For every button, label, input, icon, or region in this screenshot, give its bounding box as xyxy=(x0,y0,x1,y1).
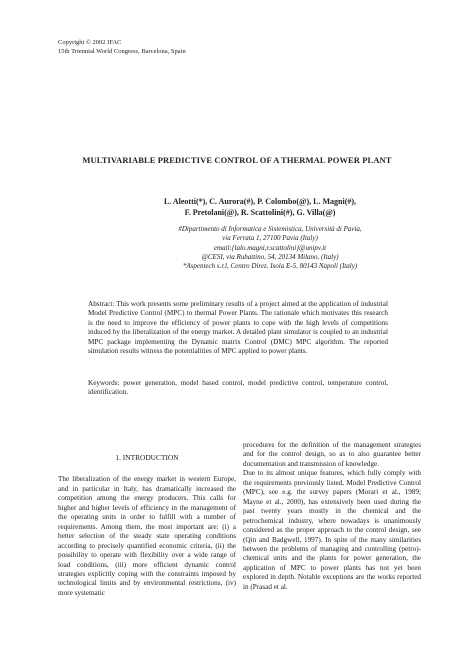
author-list xyxy=(150,196,370,218)
affiliations xyxy=(150,225,390,271)
paper-title: MULTIVARIABLE PREDICTIVE CONTROL OF A THERMAL POWER PLANT xyxy=(82,155,392,165)
keywords: Keywords: power generation, model based control, model predictive control, temperature control, identification. xyxy=(88,379,388,397)
intro-paragraph: The liberalization of the energy market in western Europe, and in particular in Italy, has dramatically increased the competition among the energy producers. This calls for higher and higher levels of efficiency in the management of the operating units in order to fulfill with a number of requirements. Among them, the most important are: (i) a better selection of the steady state operating conditions according to precisely quantified economic criteria, (ii) the possibility to operate with flexibility over a wide range of load conditions, (iii) more efficient dynamic control strategies explicitly coping with the constraints imposed by technological limits and by environmental restrictions, (iv) more systematic xyxy=(58,475,236,597)
affiliation-line: @CESI, via Rubattino, 54, 20134 Milano, (Italy) xyxy=(201,252,339,261)
affiliation-email: email:{lalo.magni,r.scattolini}@unipv.it xyxy=(213,243,327,252)
copyright-line: Copyright © 2002 IFAC xyxy=(58,39,122,46)
authors-line-2: F. Pretolani(@), R. Scattolini(#), G. Villa(@) xyxy=(184,208,336,217)
intro-paragraph-continued: procedures for the definition of the management strategies and for the control design, so as to also guarantee better documentation and transmission of knowledge. xyxy=(243,441,421,468)
authors-line-1: L. Aleotti(*), C. Aurora(#), P. Colombo(@), L. Magni(#), xyxy=(163,197,357,206)
affiliation-line: *Aspentech s.r.l, Centro Direz. Isola E-5, 80143 Napoli (Italy) xyxy=(182,262,358,271)
mpc-paragraph: Due to its almost unique features, which fully comply with the requirements previously listed, Model Predictive Control (MPC), see e.g. the survey papers (Morari et al., 1989; Mayne et al., 2000), has extensively been used during the past twenty years mostly in the chemical and the petrochemical industry, where nowadays is unanimously considered as the proper approach to the control design, see (Qin and Badgwell, 1997). In spite of the many similarities between the problems of managing and controlling (petro)-chemical units and the plants for power generation, the application of MPC to power plants has not yet been explored in depth. Notable exceptions are the works reported in (Prasad et al. xyxy=(243,469,421,591)
affiliation-line: #Dipartimento di Informatica e Sistemistica, Università di Pavia, xyxy=(178,225,362,233)
abstract: Abstract: This work presents some preliminary results of a project aimed at the application of industrial Model Predictive Control (MPC) to thermal Power Plants. The rationale which motivates this research is the need to improve the efficiency of power plants to cope with the high levels of competitions induced by the liberalization of the energy market. A detailed plant simulator is coupled to an industrial MPC package implementing the Dynamic matrix Control (DMC) MPC algorithm. The reported simulation results witness the potentialities of MPC applied to power plants. xyxy=(88,300,388,356)
affiliation-line: via Ferrata 1, 27100 Pavia (Italy) xyxy=(222,234,318,243)
right-column xyxy=(243,441,421,592)
left-column xyxy=(58,453,236,598)
copyright-notice xyxy=(58,38,186,56)
congress-line: 15th Triennial World Congress, Barcelona, Spain xyxy=(58,48,186,55)
section-heading: 1. INTRODUCTION xyxy=(115,453,179,462)
